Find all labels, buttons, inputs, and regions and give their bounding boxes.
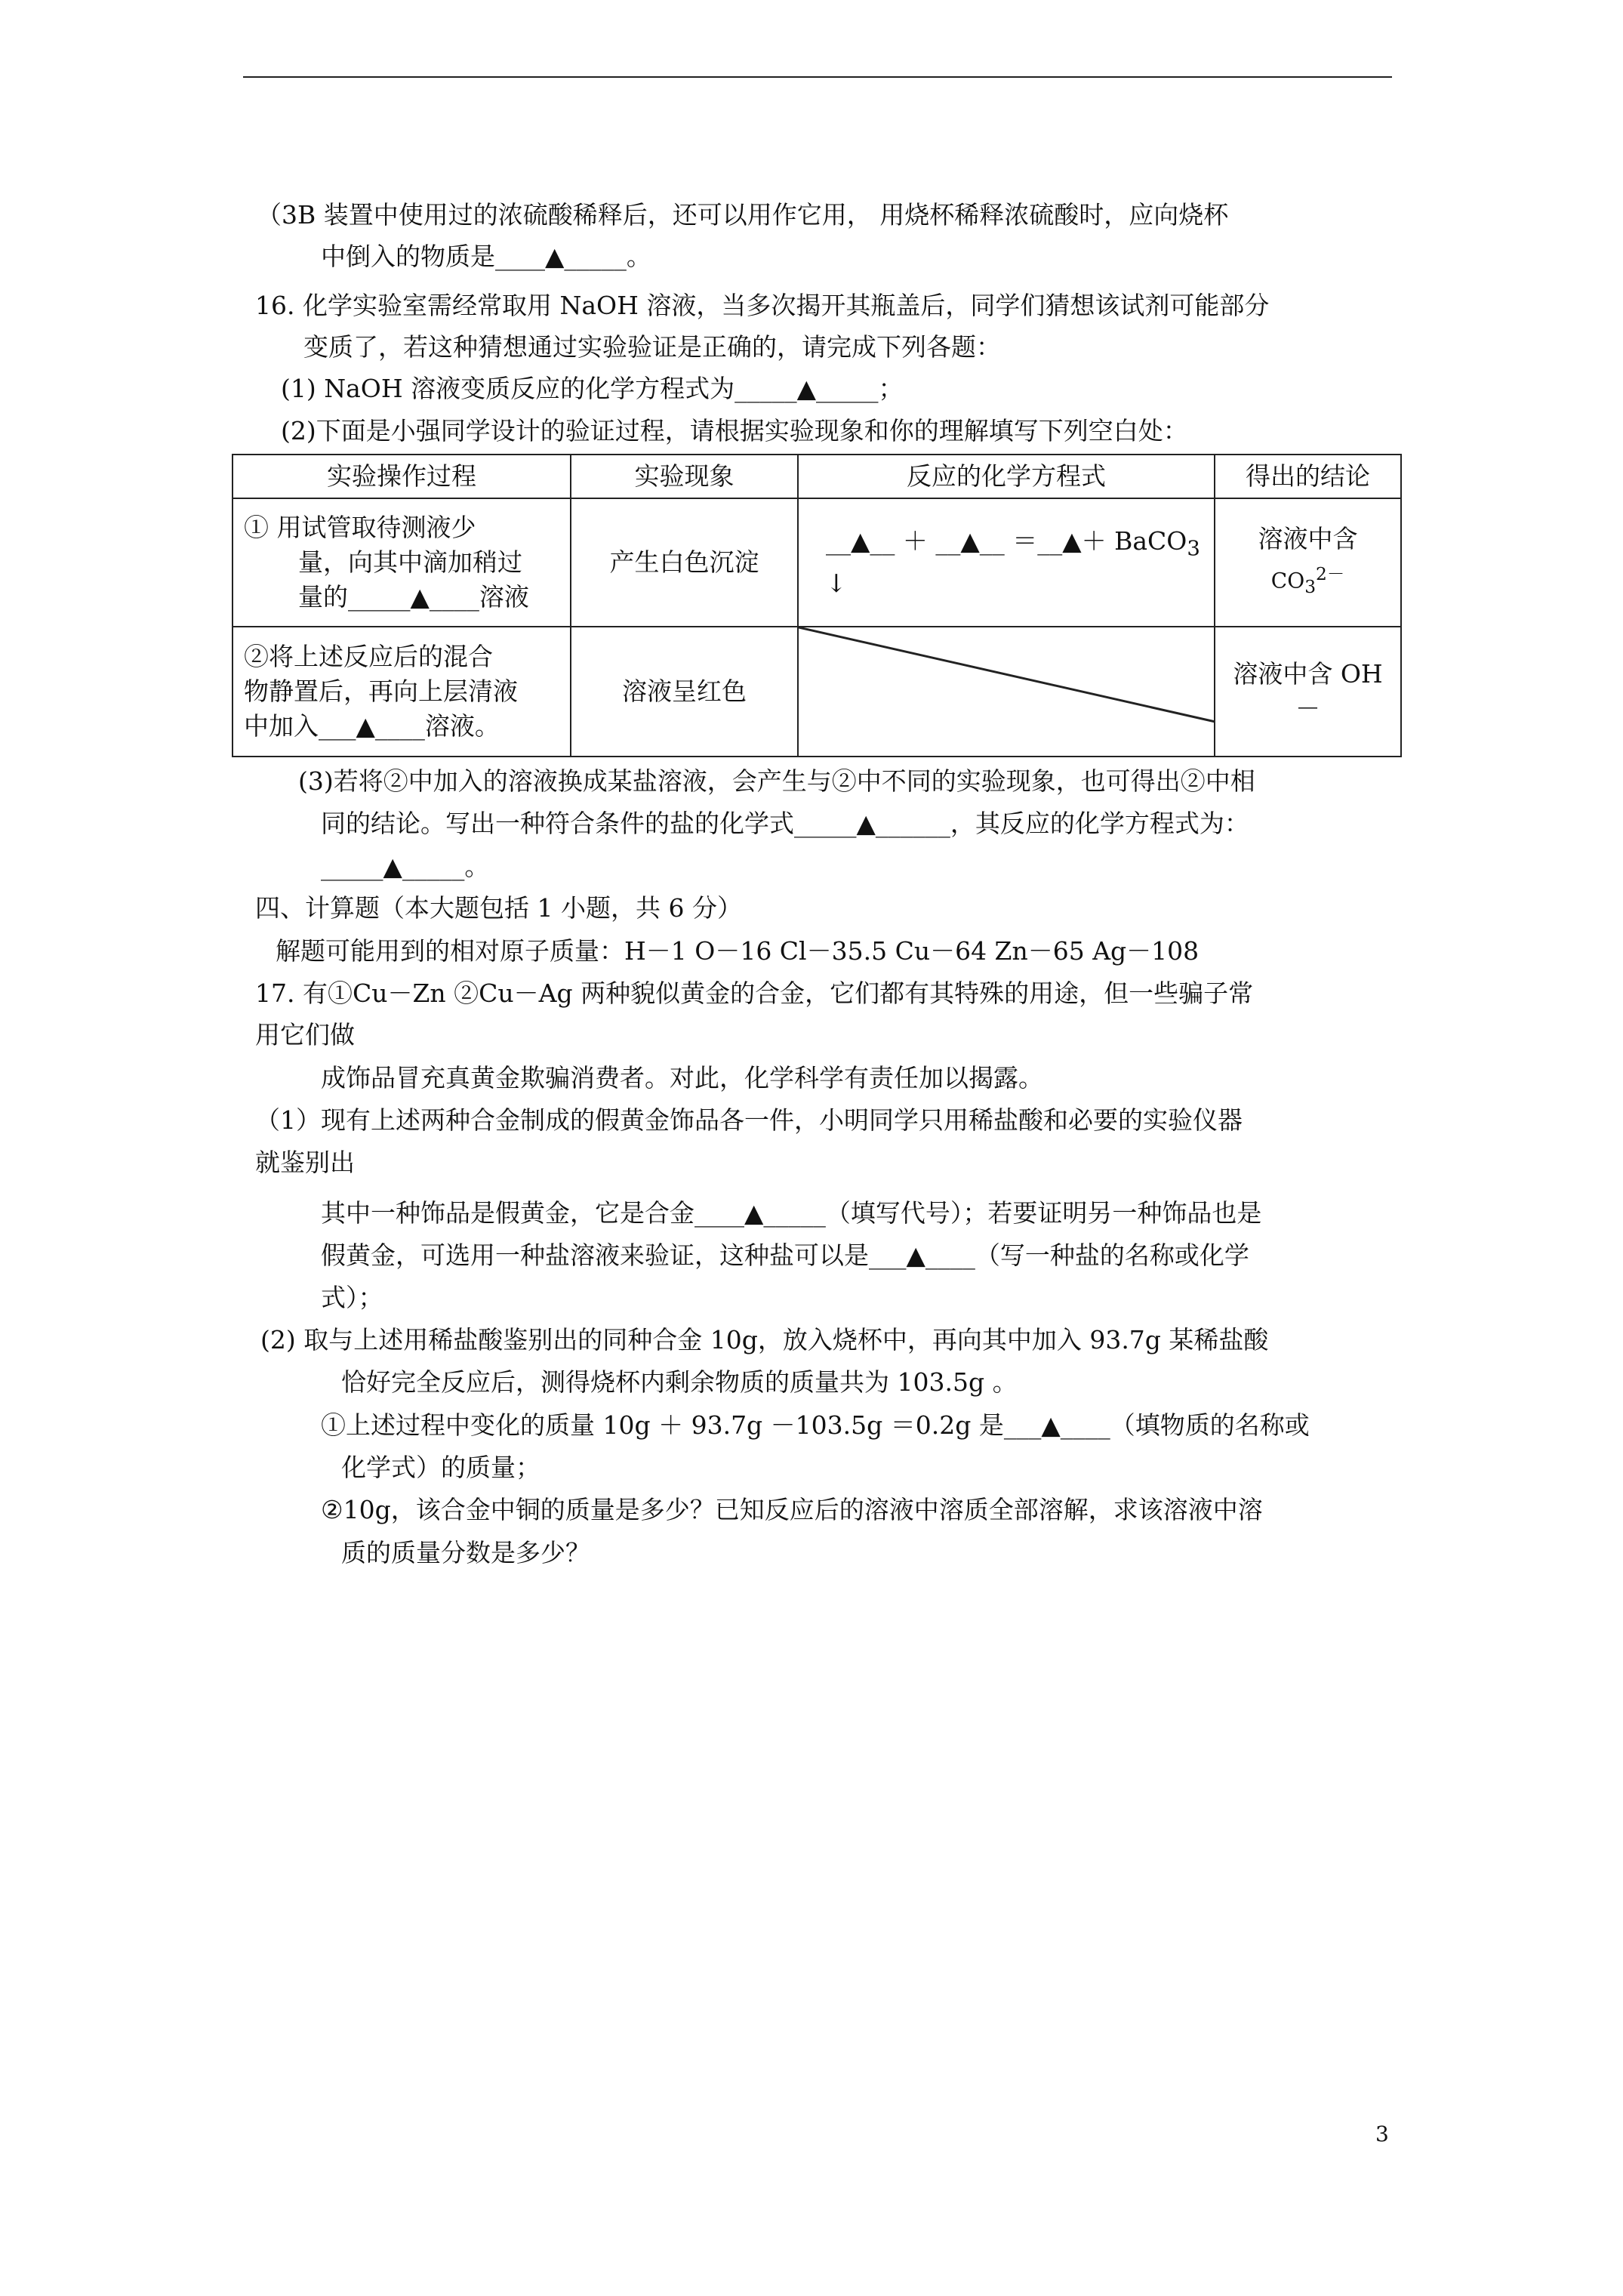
header-cell: 实验操作过程: [233, 455, 571, 498]
text-line: (1) NaOH 溶液变质反应的化学方程式为_____▲_____；: [281, 374, 904, 403]
subscript: 3: [1187, 536, 1200, 561]
conclusion-cell: [1215, 627, 1401, 757]
subscript: 3: [1304, 575, 1317, 597]
text-line: _____▲_____。: [321, 852, 490, 881]
top-rule: [243, 76, 1392, 78]
diagonal-line: [799, 627, 1214, 756]
text-line: 用它们做: [255, 1020, 355, 1049]
text-line: 恰好完全反应后，测得烧杯内剩余物质的质量共为 103.5g 。: [341, 1367, 1018, 1397]
phenomenon-cell: 溶液呈红色: [571, 627, 798, 757]
question-16: 16. 化学实验室需经常取用 NaOH 溶液，当多次揭开其瓶盖后，同学们猜想该试剂可能部分: [255, 291, 1270, 320]
text-line: （1）现有上述两种合金制成的假黄金饰品各一件，小明同学只用稀盐酸和必要的实验仪器: [255, 1105, 1243, 1135]
text-line: (2) 取与上述用稀盐酸鉴别出的同种合金 10g，放入烧杯中，再向其中加入 93.7g 某稀盐酸: [260, 1325, 1269, 1354]
conclusion-cell: [1215, 498, 1401, 627]
operation-line: 量的_____▲____溶液: [298, 582, 529, 612]
text-line: 同的结论。写出一种符合条件的盐的化学式_____▲______，其反应的化学方程式为：: [321, 809, 1249, 838]
text-line: ②10g，该合金中铜的质量是多少？已知反应后的溶液中溶质全部溶解，求该溶液中溶: [321, 1495, 1263, 1524]
text-line: 变质了，若这种猜想通过实验验证是正确的，请完成下列各题：: [303, 332, 1001, 362]
text-line: 假黄金，可选用一种盐溶液来验证，这种盐可以是___▲____（写一种盐的名称或化学: [321, 1240, 1249, 1270]
text-line: (3)若将②中加入的溶液换成某盐溶液，会产生与②中不同的实验现象，也可得出②中相: [298, 766, 1255, 796]
operation-cell: [233, 498, 571, 627]
operation-line: ②将上述反应后的混合: [244, 642, 493, 671]
page-number: 3: [1375, 2122, 1389, 2147]
conclusion-text: －: [1295, 694, 1320, 723]
section-heading: 四、计算题（本大题包括 1 小题，共 6 分）: [255, 893, 742, 923]
operation-line: 量，向其中滴加稍过: [298, 547, 522, 577]
crossed-out-cell: [798, 627, 1215, 757]
text-line: 解题可能用到的相对原子质量：H－1 O－16 Cl－35.5 Cu－64 Zn－65 Ag－108: [276, 936, 1200, 966]
header-cell: 得出的结论: [1215, 455, 1401, 498]
conclusion-text: 溶液中含 OH: [1233, 659, 1383, 689]
text-line: ①上述过程中变化的质量 10g ＋ 93.7g －103.5g ＝0.2g 是___▲____（填物质的名称或: [321, 1410, 1310, 1440]
header-cell: 反应的化学方程式: [798, 455, 1215, 498]
precipitate-arrow: ↓: [826, 568, 847, 598]
header-cell: 实验现象: [571, 455, 798, 498]
conclusion-text: 溶液中含: [1258, 523, 1358, 553]
text-line: 质的质量分数是多少？: [341, 1538, 590, 1567]
text-line: 式）；: [321, 1283, 383, 1312]
question-17: 17. 有①Cu－Zn ②Cu－Ag 两种貌似黄金的合金，它们都有其特殊的用途，但一些骗子常: [255, 978, 1254, 1008]
experiment-table: [232, 454, 1402, 757]
equation-cell: [798, 498, 1215, 627]
operation-cell: [233, 627, 571, 757]
text-line: 就鉴别出: [255, 1148, 355, 1177]
operation-line: 中加入___▲____溶液。: [244, 711, 500, 741]
operation-line: 物静置后，再向上层清液: [244, 676, 518, 706]
text-line: (2)下面是小强同学设计的验证过程，请根据实验现象和你的理解填写下列空白处：: [281, 416, 1188, 445]
ion-text: CO: [1270, 567, 1305, 593]
phenomenon-cell: 产生白色沉淀: [571, 498, 798, 627]
text-line: 中倒入的物质是____▲_____。: [321, 242, 651, 271]
text-line: 化学式）的质量；: [341, 1453, 540, 1482]
equation-text: __▲__ ＋ __▲__ ＝__▲＋ BaCO: [826, 526, 1187, 556]
superscript: 2－: [1316, 562, 1345, 584]
operation-line: ① 用试管取待测液少: [244, 513, 476, 542]
text-line: 其中一种饰品是假黄金，它是合金____▲_____（填写代号）；若要证明另一种饰品也是: [321, 1198, 1262, 1228]
text-line: （3B 装置中使用过的浓硫酸稀释后，还可以用作它用， 用烧杯稀释浓硫酸时，应向烧杯: [257, 200, 1229, 230]
text-line: 成饰品冒充真黄金欺骗消费者。对此，化学科学有责任加以揭露。: [321, 1063, 1043, 1093]
